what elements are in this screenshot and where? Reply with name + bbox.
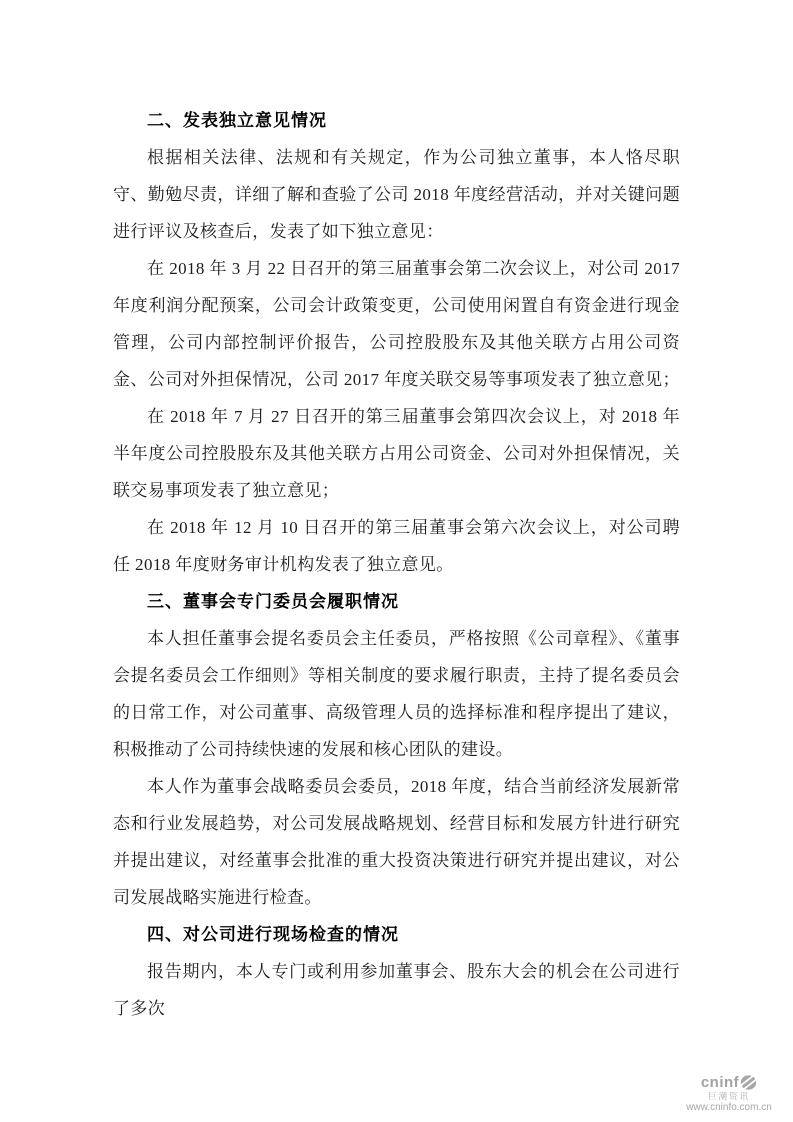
cninfo-brand-chinese: 巨潮资讯 — [707, 1090, 750, 1101]
section-heading-3: 三、董事会专门委员会履职情况 — [147, 592, 399, 611]
cninfo-url: www.cninfo.com.cn — [686, 1102, 772, 1113]
paragraph-strategy-committee: 本人作为董事会战略委员会委员，2018 年度，结合当前经济发展新常态和行业发展趋势，对公司发展战略规划、经营目标和发展方针进行研究并提出建议，对经董事会批准的重大投资决策进行研究并提出建议，对公司发展战略实施进行检查。 — [113, 777, 680, 907]
paragraph-independent-opinion-intro: 根据相关法律、法规和有关规定，作为公司独立董事，本人恪尽职守、勤勉尽责，详细了解和查验了公司 2018 年度经营活动，并对关键问题进行评议及核查后，发表了如下独立意见： — [113, 148, 680, 241]
section-heading-2: 二、发表独立意见情况 — [147, 111, 327, 130]
cninfo-watermark — [669, 1075, 789, 1114]
section-heading-4: 四、对公司进行现场检查的情况 — [147, 925, 399, 944]
cninfo-logo-row — [669, 1075, 789, 1090]
document-body — [113, 102, 680, 1027]
paragraph-meeting-dec-10: 在 2018 年 12 月 10 日召开的第三届董事会第六次会议上，对公司聘任 2018 年度财务审计机构发表了独立意见。 — [113, 518, 680, 574]
paragraph-nomination-committee: 本人担任董事会提名委员会主任委员，严格按照《公司章程》、《董事会提名委员会工作细则》等相关制度的要求履行职责，主持了提名委员会的日常工作，对公司董事、高级管理人员的选择标准和程序提出了建议，积极推动了公司持续快速的发展和核心团队的建设。 — [113, 629, 680, 759]
swirl-globe-icon — [740, 1075, 757, 1090]
paragraph-meeting-mar-22: 在 2018 年 3 月 22 日召开的第三届董事会第二次会议上，对公司 2017 年度利润分配预案，公司会计政策变更，公司使用闲置自有资金进行现金管理，公司内部控制评价报告，公司控股股东及其他关联方占用公司资金、公司对外担保情况，公司 2017 年度关联交易等事项发表了独立意见； — [113, 259, 680, 389]
cninfo-logo-text: cninf — [700, 1073, 740, 1091]
paragraph-meeting-jul-27: 在 2018 年 7 月 27 日召开的第三届董事会第四次会议上，对 2018 年半年度公司控股股东及其他关联方占用公司资金、公司对外担保情况，关联交易事项发表了独立意见； — [113, 407, 680, 500]
paragraph-site-inspection: 报告期内，本人专门或利用参加董事会、股东大会的机会在公司进行了多次 — [113, 962, 680, 1018]
